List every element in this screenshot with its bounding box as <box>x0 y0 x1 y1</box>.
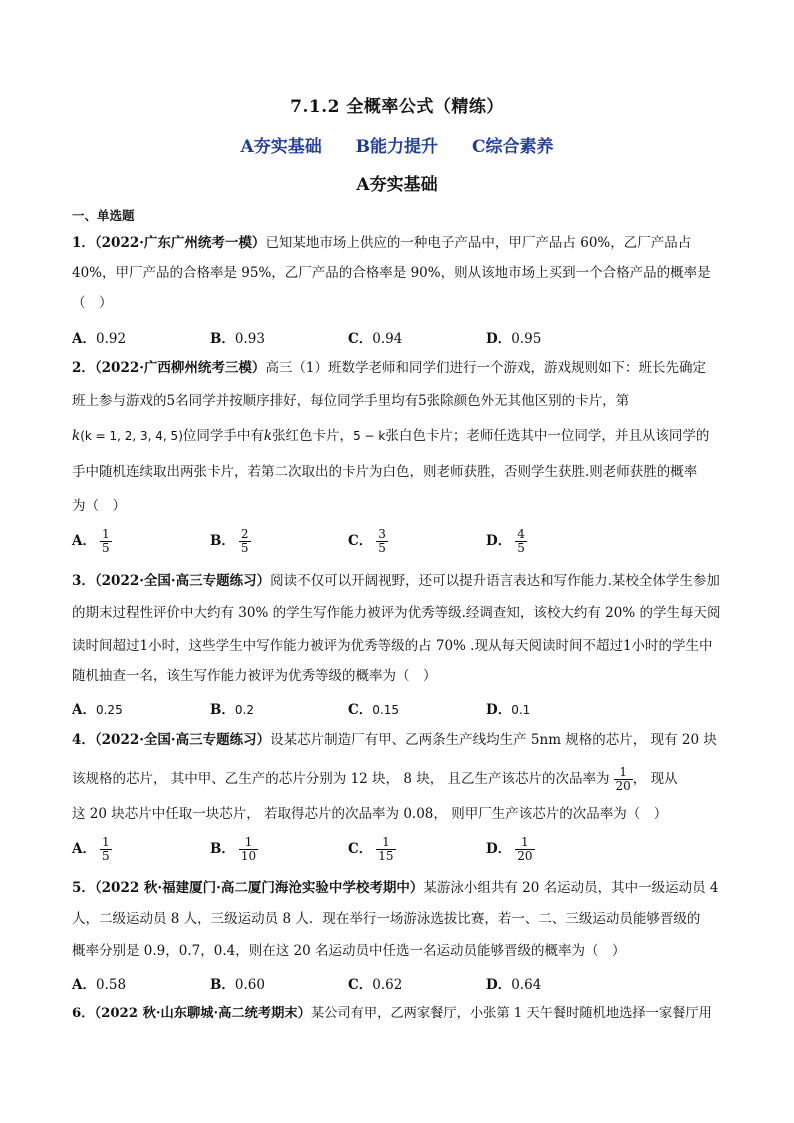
q5-option-b[interactable]: B．0.60 <box>210 977 265 993</box>
level-links <box>0 132 794 157</box>
q5-line2: 人，二级运动员 8 人，三级运动员 8 人．现在举行一场游泳选拔比赛，若一、二、三级运动员能够晋级的 <box>72 911 701 927</box>
q3-options <box>72 698 722 718</box>
q3-line1: 3．（2022·全国·高三专题练习）阅读不仅可以开阔视野，还可以提升语言表达和写作能力.某校全体学生参加 <box>72 573 720 589</box>
q5-options <box>72 973 722 993</box>
q3-option-a[interactable]: A．0.25 <box>72 702 123 718</box>
question-type-label: 一、单选题 <box>72 208 135 223</box>
q1-option-b[interactable]: B．0.93 <box>210 331 265 347</box>
level-a-label: A夯实基础 <box>240 137 322 157</box>
q5-option-a[interactable]: A．0.58 <box>72 977 127 993</box>
q1-line2: 40%，甲厂产品的合格率是 95%，乙厂产品的合格率是 90%，则从该地市场上买到一个合格产品的概率是 <box>72 265 711 281</box>
q3-line2: 的期末过程性评价中大约有 30% 的学生写作能力被评为优秀等级.经调查知，该校大约有 20% 的学生每天阅 <box>72 605 721 621</box>
q1-option-a[interactable]: A．0.92 <box>72 331 127 347</box>
q5-option-d[interactable]: D．0.64 <box>486 977 542 993</box>
q4-line1: 4．（2022·全国·高三专题练习）设某芯片制造厂有甲、乙两条生产线均生产 5nm 规格的芯片， 现有 20 块 <box>72 732 717 748</box>
q2-line2: 班上参与游戏的5名同学并按顺序排好，每位同学手里均有5张除颜色外无其他区别的卡片，第 <box>72 393 630 409</box>
q3-option-c[interactable]: C．0.15 <box>348 702 399 718</box>
q2-option-d[interactable]: D． $\frac{4}{5}$ <box>486 527 525 555</box>
section-heading: A夯实基础 <box>356 175 438 195</box>
q2-options <box>72 528 722 560</box>
q1-option-c[interactable]: C．0.94 <box>348 331 403 347</box>
page-title: 7.1.2 全概率公式（精练） <box>290 97 504 117</box>
q4-option-a[interactable]: A． $\frac{1}{5}$ <box>72 835 110 863</box>
q2-option-a[interactable]: A． $\frac{1}{5}$ <box>72 527 110 555</box>
q4-option-c[interactable]: C． $\frac{1}{15}$ <box>348 835 394 863</box>
q2-line4: 手中随机连续取出两张卡片，若第二次取出的卡片为白色，则老师获胜，否则学生获胜.则老师获胜的概率 <box>72 464 698 480</box>
q4-line2: 该规格的芯片， 其中甲、乙生产的芯片分别为 12 块， 8 块， 且乙生产该芯片的次品率为 $\frac{1}{20}$ ， 现从 <box>72 765 678 793</box>
q6-line1: 6．（2022 秋·山东聊城·高二统考期末）某公司有甲，乙两家餐厅，小张第 1 天午餐时随机地选择一家餐厅用 <box>72 1006 712 1021</box>
q3-line3: 读时间超过1小时，这些学生中写作能力被评为优秀等级的占 70% .现从每天阅读时间不超过1小时的学生中 <box>72 638 713 654</box>
q4-option-d[interactable]: D． $\frac{1}{20}$ <box>486 835 533 863</box>
q2-line5: 为（ ） <box>72 498 126 514</box>
q5-line3: 概率分别是 0.9，0.7，0.4，则在这 20 名运动员中任选一名运动员能够晋级的概率为（ ） <box>72 943 626 959</box>
level-c-label: C综合素养 <box>471 137 554 157</box>
q5-line1: 5．（2022 秋·福建厦门·高二厦门海沧实验中学校考期中）某游泳小组共有 20 名运动员，其中一级运动员 4 <box>72 880 719 896</box>
q3-option-b[interactable]: B．0.2 <box>210 702 255 718</box>
q2-option-b[interactable]: B． $\frac{2}{5}$ <box>210 527 249 555</box>
q1-options <box>72 327 722 347</box>
q4-line3: 这 20 块芯片中任取一块芯片， 若取得芯片的次品率为 0.08， 则甲厂生产该芯片的次品率为（ ） <box>72 806 668 822</box>
q1-line1: 1．（2022·广东广州统考一模）已知某地市场上供应的一种电子产品中，甲厂产品占 60%，乙厂产品占 <box>72 235 692 251</box>
level-b-label: B能力提升 <box>355 137 439 157</box>
q3-line4: 随机抽查一名，该生写作能力被评为优秀等级的概率为（ ） <box>72 668 437 684</box>
q4-options <box>72 836 722 868</box>
q5-option-c[interactable]: C．0.62 <box>348 977 403 993</box>
q2-option-c[interactable]: C． $\frac{3}{5}$ <box>348 527 386 555</box>
q4-option-b[interactable]: B． $\frac{1}{10}$ <box>210 835 257 863</box>
q2-line3: k(k = 1, 2, 3, 4, 5)位同学手中有k张红色卡片，5 − k张白色卡片；老师任选其中一位同学，并且从该同学的 <box>72 428 710 444</box>
q2-line1: 2．（2022·广西柳州统考三模）高三（1）班数学老师和同学们进行一个游戏，游戏规则如下：班长先确定 <box>72 360 707 376</box>
q3-option-d[interactable]: D．0.1 <box>486 702 531 718</box>
q1-option-d[interactable]: D．0.95 <box>486 331 542 347</box>
q1-line3: （ ） <box>72 295 113 311</box>
